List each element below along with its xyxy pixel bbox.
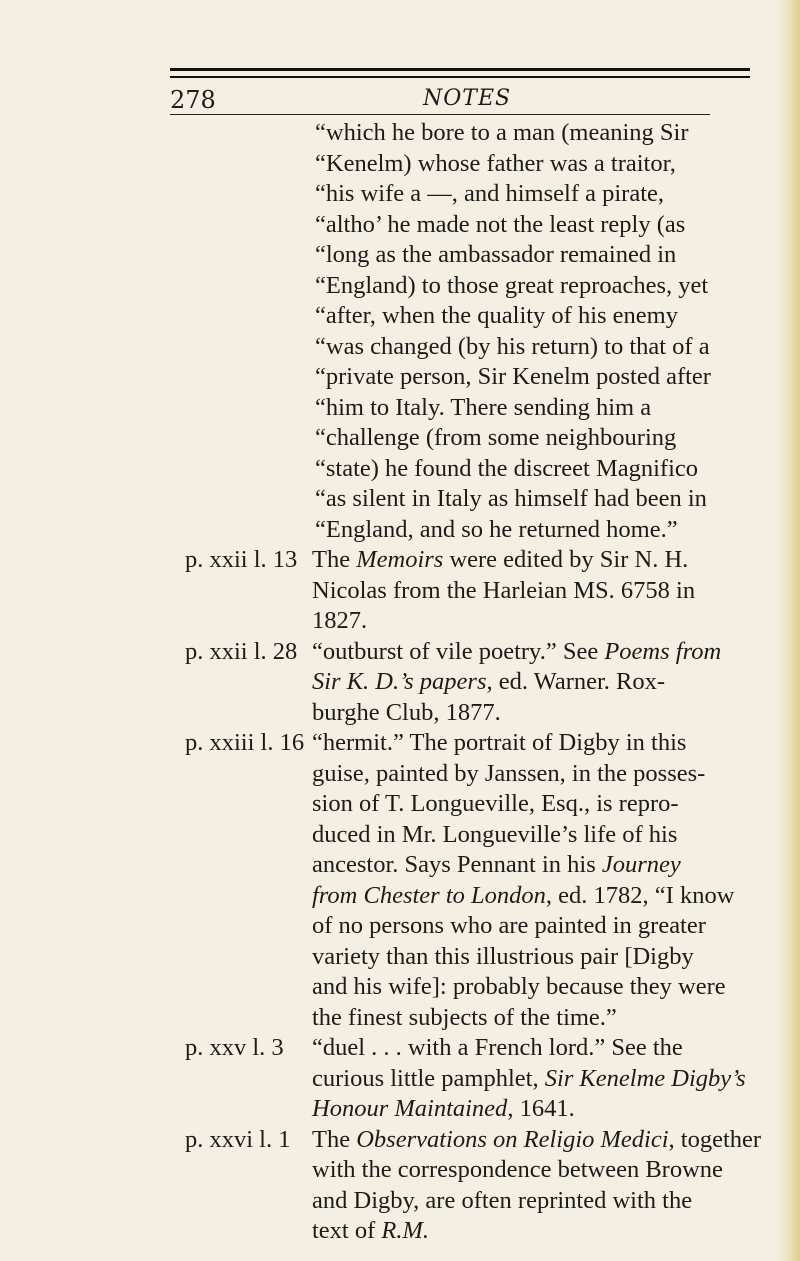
top-rule (170, 68, 750, 71)
quotation (185, 118, 775, 545)
note-line: burghe Club, 1877. (312, 698, 501, 726)
notes-text (185, 118, 775, 1247)
quote-line: “as silent in Italy as himself had been in (315, 485, 707, 512)
note-line: and his wife]: probably because they were (312, 973, 726, 1000)
quote-line: “England, and so he returned home.” (315, 515, 678, 543)
note-text: were edited by Sir N. H. (443, 546, 689, 573)
note-text: , together (668, 1125, 762, 1153)
note-line: with the correspondence between Browne (312, 1156, 723, 1183)
note-title: Memoirs (356, 546, 444, 573)
note-first-line (185, 545, 775, 576)
quote-line: “state) he found the discreet Magnifico (315, 454, 699, 482)
note-title: Honour Maintained (312, 1095, 508, 1122)
note-entry (185, 1033, 775, 1125)
page-number: 278 (170, 86, 216, 114)
page-edge (778, 0, 800, 1261)
note-line: curious little pamphlet, Sir Kenelme Digby’s (312, 1064, 746, 1092)
quote-line: “after, when the quality of his enemy (315, 302, 678, 329)
quote-line: “Kenelm) whose father was a traitor, (315, 149, 676, 177)
quote-line: “private person, Sir Kenelm posted after (315, 363, 711, 390)
note-first-line (185, 1125, 775, 1156)
note-text: “outburst of vile poetry.” See (312, 637, 605, 665)
note-entry (185, 728, 775, 1033)
note-line: variety than this illustrious pair [Digby (312, 942, 694, 970)
note-title: Sir K. D.’s papers (312, 668, 487, 695)
quote-line: “which he bore to a man (meaning Sir (315, 119, 689, 146)
note-line: and Digby, are often reprinted with the (312, 1186, 693, 1214)
note-title: R.M. (381, 1217, 430, 1244)
quote-line: “challenge (from some neighbouring (315, 424, 677, 451)
note-entry (185, 1125, 775, 1247)
note-reference: p. xxii l. 13 (185, 546, 298, 573)
note-line: duced in Mr. Longueville’s life of his (312, 820, 678, 848)
quote-line: “was changed (by his return) to that of a (315, 332, 710, 360)
note-reference: p. xxii l. 28 (185, 637, 298, 665)
top-rule-thin (170, 76, 750, 78)
note-line: Honour Maintained, 1641. (312, 1095, 575, 1122)
quote-line: “him to Italy. There sending him a (315, 393, 652, 421)
running-head: NOTES (423, 86, 512, 111)
note-entry (185, 545, 775, 637)
quote-line: “altho’ he made not the least reply (as (315, 210, 686, 238)
note-text: The (312, 546, 357, 573)
note-reference: p. xxv l. 3 (185, 1034, 284, 1061)
note-title: Journey (601, 851, 681, 878)
note-line: guise, painted by Janssen, in the posses- (312, 759, 706, 787)
note-first-line (185, 728, 775, 759)
note-line: from Chester to London, ed. 1782, “I know (312, 881, 735, 909)
header-rule (170, 114, 710, 115)
note-line: Nicolas from the Harleian MS. 6758 in (312, 576, 696, 604)
note-line: the finest subjects of the time.” (312, 1003, 617, 1031)
note-line: ancestor. Says Pennant in his Journey (312, 851, 681, 878)
note-text: “duel . . . with a French lord.” See the (312, 1034, 683, 1061)
note-entry (185, 637, 775, 729)
note-title: from Chester to London (312, 881, 546, 909)
quote-line: “England) to those great reproaches, yet (315, 271, 709, 299)
note-first-line (185, 1033, 775, 1064)
quote-line: “his wife a —, and himself a pirate, (315, 180, 665, 207)
note-reference: p. xxvi l. 1 (185, 1125, 291, 1153)
note-title: Sir Kenelme Digby’s (544, 1064, 746, 1092)
page-header (170, 84, 750, 118)
note-line: 1827. (312, 607, 368, 634)
note-line: text of R.M. (312, 1217, 430, 1244)
note-text: “hermit.” The portrait of Digby in this (312, 729, 687, 756)
note-line: of no persons who are painted in greater (312, 912, 706, 939)
note-line: Sir K. D.’s papers, ed. Warner. Rox- (312, 668, 666, 695)
note-title: Poems from (604, 637, 722, 665)
note-text: The (312, 1125, 357, 1153)
quote-line: “long as the ambassador remained in (315, 241, 677, 268)
note-title: Observations on Religio Medici (356, 1125, 669, 1153)
note-line: sion of T. Longueville, Esq., is repro- (312, 790, 679, 817)
note-reference: p. xxiii l. 16 (185, 729, 305, 756)
note-first-line (185, 637, 775, 668)
